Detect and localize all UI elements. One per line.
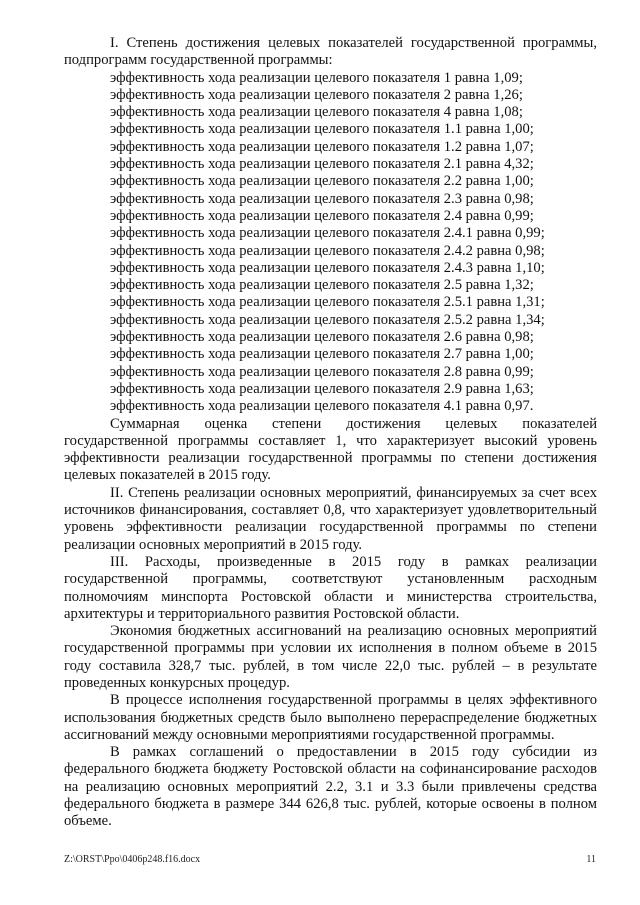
indicator-item: эффективность хода реализации целевого показателя 2.2 равна 1,00; bbox=[110, 173, 534, 190]
federal-funding-paragraph: В рамках соглашений о предоставлении в 2015 году субсидии из федерального бюджета бюджету Ростовской области на софинансирование расходов на реализацию основных мероприятий 2.2, 3.1 и 3.3 были привлечены средства федерального бюджета в размере 344 626,8 тыс. рублей, которые освоены в полном объеме. bbox=[64, 744, 597, 830]
section-2-paragraph: II. Степень реализации основных мероприятий, финансируемых за счет всех источников финансирования, составляет 0,8, что характеризует удовлетворительный уровень эффективности реализации государственной программы по степени реализации основных мероприятий в 2015 году. bbox=[64, 484, 597, 553]
indicator-item: эффективность хода реализации целевого показателя 1.1 равна 1,00; bbox=[110, 121, 534, 138]
indicator-item: эффективность хода реализации целевого показателя 2.7 равна 1,00; bbox=[110, 346, 534, 363]
indicator-item: эффективность хода реализации целевого показателя 2.4.1 равна 0,99; bbox=[110, 225, 545, 242]
section-1-summary: Суммарная оценка степени достижения целевых показателей государственной программы составляет 1, что характеризует высокий уровень эффективности реализации государственной программы по степени достижения целевых показателей в 2015 году. bbox=[64, 415, 597, 484]
indicator-item: эффективность хода реализации целевого показателя 4 равна 1,08; bbox=[110, 104, 523, 121]
indicator-item: эффективность хода реализации целевого показателя 2.4.2 равна 0,98; bbox=[110, 242, 545, 259]
indicator-item: эффективность хода реализации целевого показателя 2.3 равна 0,98; bbox=[110, 190, 534, 207]
indicator-item: эффективность хода реализации целевого показателя 2.8 равна 0,99; bbox=[110, 363, 534, 380]
section-1-heading: I. Степень достижения целевых показателей государственной программы, подпрограмм государственной программы: bbox=[64, 35, 597, 69]
indicator-item: эффективность хода реализации целевого показателя 2.6 равна 0,98; bbox=[110, 329, 534, 346]
footer-file-path: Z:\ORST\Ppo\0406p248.f16.docx bbox=[64, 854, 201, 865]
document-body bbox=[64, 35, 597, 831]
indicator-list bbox=[64, 70, 597, 416]
economy-paragraph: Экономия бюджетных ассигнований на реализацию основных мероприятий государственной программы при условии их исполнения в полном объеме в 2015 году составила 328,7 тыс. рублей, в том числе 22,0 тыс. рублей – в результате проведенных конкурсных процедур. bbox=[64, 623, 597, 691]
indicator-item: эффективность хода реализации целевого показателя 2.1 равна 4,32; bbox=[110, 156, 534, 173]
section-3-paragraph: III. Расходы, произведенные в 2015 году в рамках реализации государственной программы, соответствуют установленным расходным полномочиям минспорта Ростовской области и министерства строительства, архитектуры и территориального развития Ростовской области. bbox=[64, 553, 597, 622]
indicator-item: эффективность хода реализации целевого показателя 1.2 равна 1,07; bbox=[110, 138, 534, 155]
redistribution-paragraph: В процессе исполнения государственной программы в целях эффективного использования бюджетных средств было выполнено перераспределение бюджетных ассигнований между основными мероприятиями государственной программы. bbox=[64, 692, 597, 743]
indicator-item: эффективность хода реализации целевого показателя 2.9 равна 1,63; bbox=[110, 380, 534, 397]
indicator-item: эффективность хода реализации целевого показателя 2.5.1 равна 1,31; bbox=[110, 294, 545, 311]
indicator-item: эффективность хода реализации целевого показателя 2.4.3 равна 1,10; bbox=[110, 259, 545, 276]
indicator-item: эффективность хода реализации целевого показателя 2.5.2 равна 1,34; bbox=[110, 311, 545, 328]
indicator-item: эффективность хода реализации целевого показателя 4.1 равна 0,97. bbox=[110, 398, 534, 415]
indicator-item: эффективность хода реализации целевого показателя 2.4 равна 0,99; bbox=[110, 207, 534, 224]
indicator-item: эффективность хода реализации целевого показателя 2 равна 1,26; bbox=[110, 86, 523, 103]
footer-page-number: 11 bbox=[586, 854, 596, 865]
indicator-item: эффективность хода реализации целевого показателя 1 равна 1,09; bbox=[110, 69, 523, 86]
indicator-item: эффективность хода реализации целевого показателя 2.5 равна 1,32; bbox=[110, 277, 534, 294]
